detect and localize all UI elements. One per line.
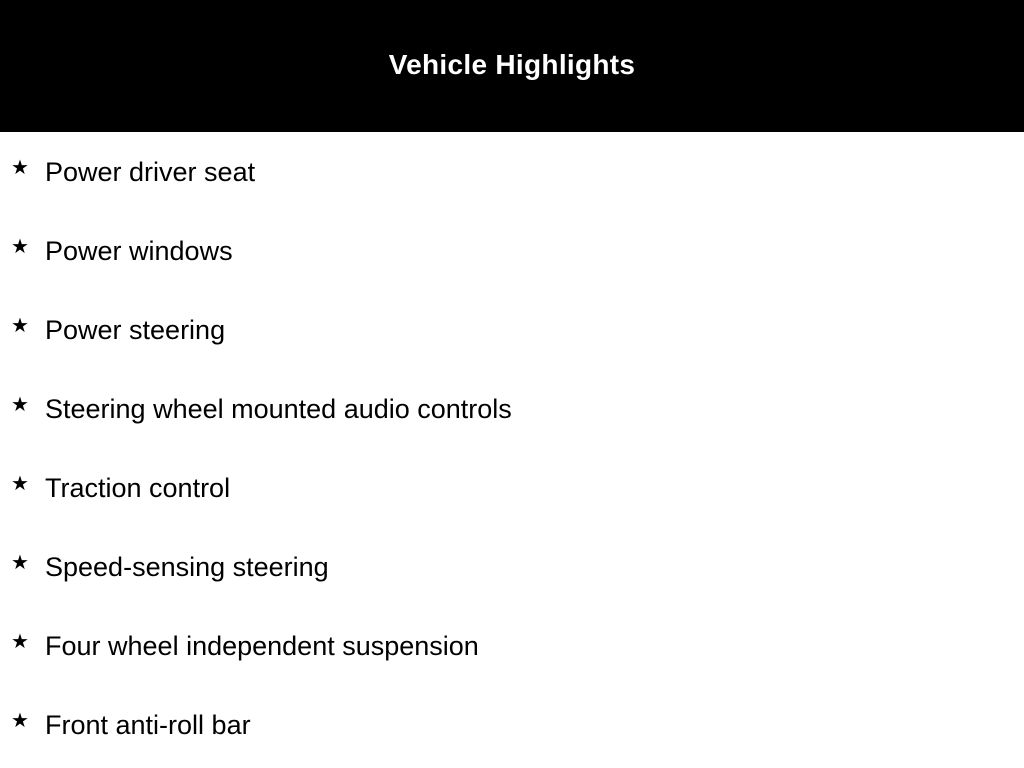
list-item	[0, 369, 1024, 448]
list-item-label: Four wheel independent suspension	[45, 631, 479, 661]
list-item	[0, 527, 1024, 606]
star-icon: ★	[11, 313, 29, 337]
list-item-label: Speed-sensing steering	[45, 552, 329, 582]
page-title: Vehicle Highlights	[388, 49, 636, 80]
star-icon: ★	[11, 392, 29, 416]
list-item-label: Power windows	[45, 236, 233, 266]
list-item	[0, 606, 1024, 685]
list-item	[0, 211, 1024, 290]
list-item-label: Steering wheel mounted audio controls	[45, 394, 512, 424]
list-item	[0, 290, 1024, 369]
list-item	[0, 685, 1024, 764]
star-icon: ★	[11, 234, 29, 258]
list-item-label: Traction control	[45, 473, 231, 503]
list-item	[0, 448, 1024, 527]
list-item-label: Power driver seat	[45, 157, 256, 187]
star-icon: ★	[11, 471, 29, 495]
star-icon: ★	[11, 629, 29, 653]
star-icon: ★	[11, 155, 29, 179]
list-item-label: Front anti-roll bar	[45, 710, 251, 740]
list-item-label: Power steering	[45, 315, 226, 345]
header-bar	[0, 0, 1024, 132]
list-item	[0, 132, 1024, 211]
star-icon: ★	[11, 550, 29, 574]
star-icon: ★	[11, 708, 29, 732]
highlights-list	[0, 132, 1024, 764]
